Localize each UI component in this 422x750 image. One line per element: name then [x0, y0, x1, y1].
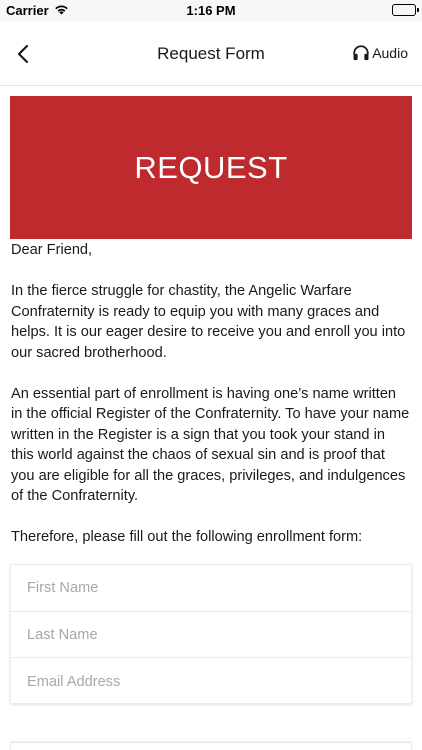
last-name-row: [11, 612, 411, 659]
greeting: Dear Friend,: [11, 242, 93, 258]
headphones-icon: [352, 44, 370, 62]
first-name-field[interactable]: [27, 565, 411, 611]
intro-text: [11, 240, 411, 568]
enrollment-form: [10, 564, 412, 704]
battery-icon: [392, 4, 416, 16]
status-right: [392, 4, 416, 16]
paragraph-2: An essential part of enrollment is having one’s name written in the official Register of the Confraternity. To have your name written in the Register is a sign that you took your stand in this world against the chaos of sexual sin and is proof that you are eligible for all the graces, privileges, and indulgences of the Confraternity.: [11, 385, 410, 504]
email-row: [11, 658, 411, 705]
email-field[interactable]: [27, 658, 411, 705]
page-title: Request Form: [157, 44, 265, 63]
next-form-card: [10, 742, 412, 750]
last-name-field[interactable]: [27, 612, 411, 658]
nav-bar: [0, 22, 422, 86]
paragraph-3: Therefore, please fill out the following enrollment form:: [11, 529, 363, 545]
request-banner: [10, 96, 412, 239]
paragraph-1: In the fierce struggle for chastity, the Angelic Warfare Confraternity is ready to equip you with many graces and helps. It is our eager desire to receive you and enroll you into our sacred brotherhood.: [11, 283, 406, 361]
audio-button[interactable]: [352, 44, 408, 62]
carrier-label: Carrier: [6, 3, 49, 18]
first-name-row: [11, 565, 411, 612]
audio-label: Audio: [372, 45, 408, 61]
status-bar: [0, 0, 422, 22]
status-time: 1:16 PM: [186, 3, 236, 18]
banner-text: REQUEST: [134, 149, 288, 185]
